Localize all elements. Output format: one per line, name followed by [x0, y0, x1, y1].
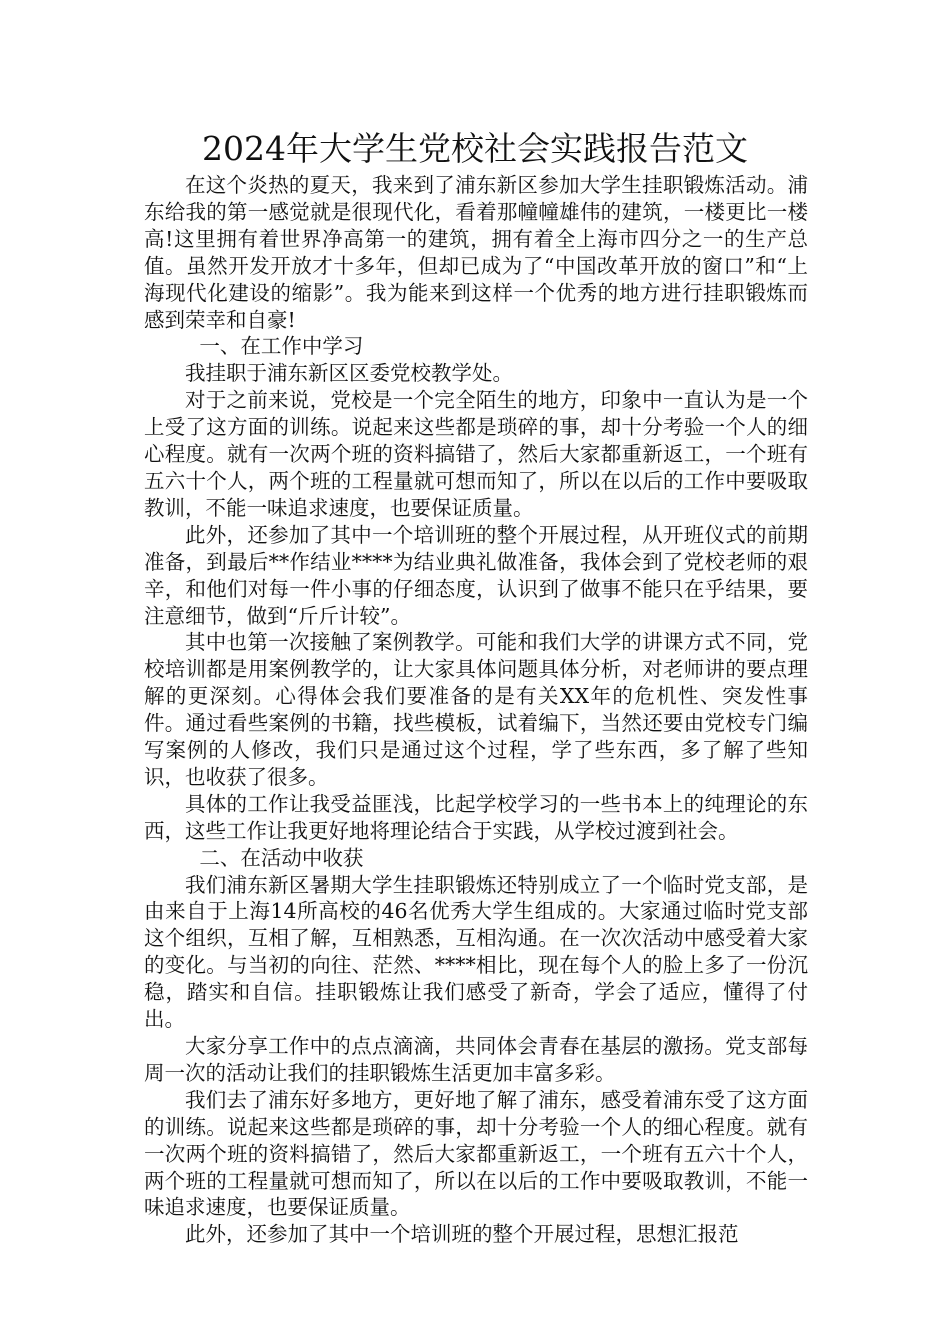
paragraph-case-teaching: 其中也第一次接触了案例教学。可能和我们大学的讲课方式不同，党校培训都是用案例教学的，让大家具体问题具体分析，对老师讲的要点理解的更深刻。心得体会我们要准备的是有关XX年的危机性、突发性事件。通过看些案例的书籍，找些模板，试着编下，当然还要由党校专门编写案例的人修改，我们只是通过这个过程，学了些东西，多了解了些知识，也收获了很多。: [144, 630, 808, 789]
page-title: 2024年大学生党校社会实践报告范文: [202, 129, 748, 168]
paragraph-party-branch: 我们浦东新区暑期大学生挂职锻炼还特别成立了一个临时党支部，是由来自于上海14所高校的46名优秀大学生组成的。大家通过临时党支部这个组织，互相了解，互相熟悉，互相沟通。在一次次活动中感受着大家的变化。与当初的向往、茫然、****相比，现在每个人的脸上多了一份沉稳，踏实和自信。挂职锻炼让我们感受了新奇，学会了适应，懂得了付出。: [144, 872, 808, 1032]
document-body: [144, 172, 808, 1248]
paragraph-closing: 此外，还参加了其中一个培训班的整个开展过程，思想汇报范: [185, 1222, 739, 1247]
section-heading-2: 二、在活动中收获: [199, 845, 364, 870]
paragraph-sharing: 大家分享工作中的点点滴滴，共同体会青春在基层的激扬。党支部每周一次的活动让我们的挂职锻炼生活更加丰富多彩。: [144, 1034, 808, 1085]
paragraph-training-class: 此外，还参加了其中一个培训班的整个开展过程，从开班仪式的前期准备，到最后**作结业****为结业典礼做准备，我体会到了党校老师的艰辛，和他们对每一件小事的仔细态度，认识到了做事不能只在乎结果，要注意细节，做到“斤斤计较”。: [144, 522, 808, 628]
paragraph-party-school: 对于之前来说，党校是一个完全陌生的地方，印象中一直认为是一个上受了这方面的训练。说起来这些都是琐碎的事，却十分考验一个人的细心程度。就有一次两个班的资料搞错了，然后大家都重新返工，一个班有五六十个人，两个班的工程量就可想而知了，所以在以后的工作中要吸取教训，不能一味追求速度，也要保证质量。: [144, 388, 808, 520]
paragraph-post: 我挂职于浦东新区区委党校教学处。: [185, 361, 513, 386]
section-heading-1: 一、在工作中学习: [199, 334, 364, 359]
paragraph-pudong-visits: 我们去了浦东好多地方，更好地了解了浦东，感受着浦东受了这方面的训练。说起来这些都是琐碎的事，却十分考验一个人的细心程度。就有一次两个班的资料搞错了，然后大家都重新返工，一个班有五六十个人，两个班的工程量就可想而知了，所以在以后的工作中要吸取教训，不能一味追求速度，也要保证质量。: [144, 1087, 808, 1220]
paragraph-intro: 在这个炎热的夏天，我来到了浦东新区参加大学生挂职锻炼活动。浦东给我的第一感觉就是很现代化，看着那幢幢雄伟的建筑，一楼更比一楼高!这里拥有着世界净高第一的建筑，拥有着全上海市四分之一的生产总值。虽然开发开放才十多年，但却已成为了“中国改革开放的窗口”和“上海现代化建设的缩影”。我为能来到这样一个优秀的地方进行挂职锻炼而感到荣幸和自豪!: [144, 173, 808, 332]
paragraph-work-benefit: 具体的工作让我受益匪浅，比起学校学习的一些书本上的纯理论的东西，这些工作让我更好地将理论结合于实践，从学校过渡到社会。: [144, 791, 808, 843]
